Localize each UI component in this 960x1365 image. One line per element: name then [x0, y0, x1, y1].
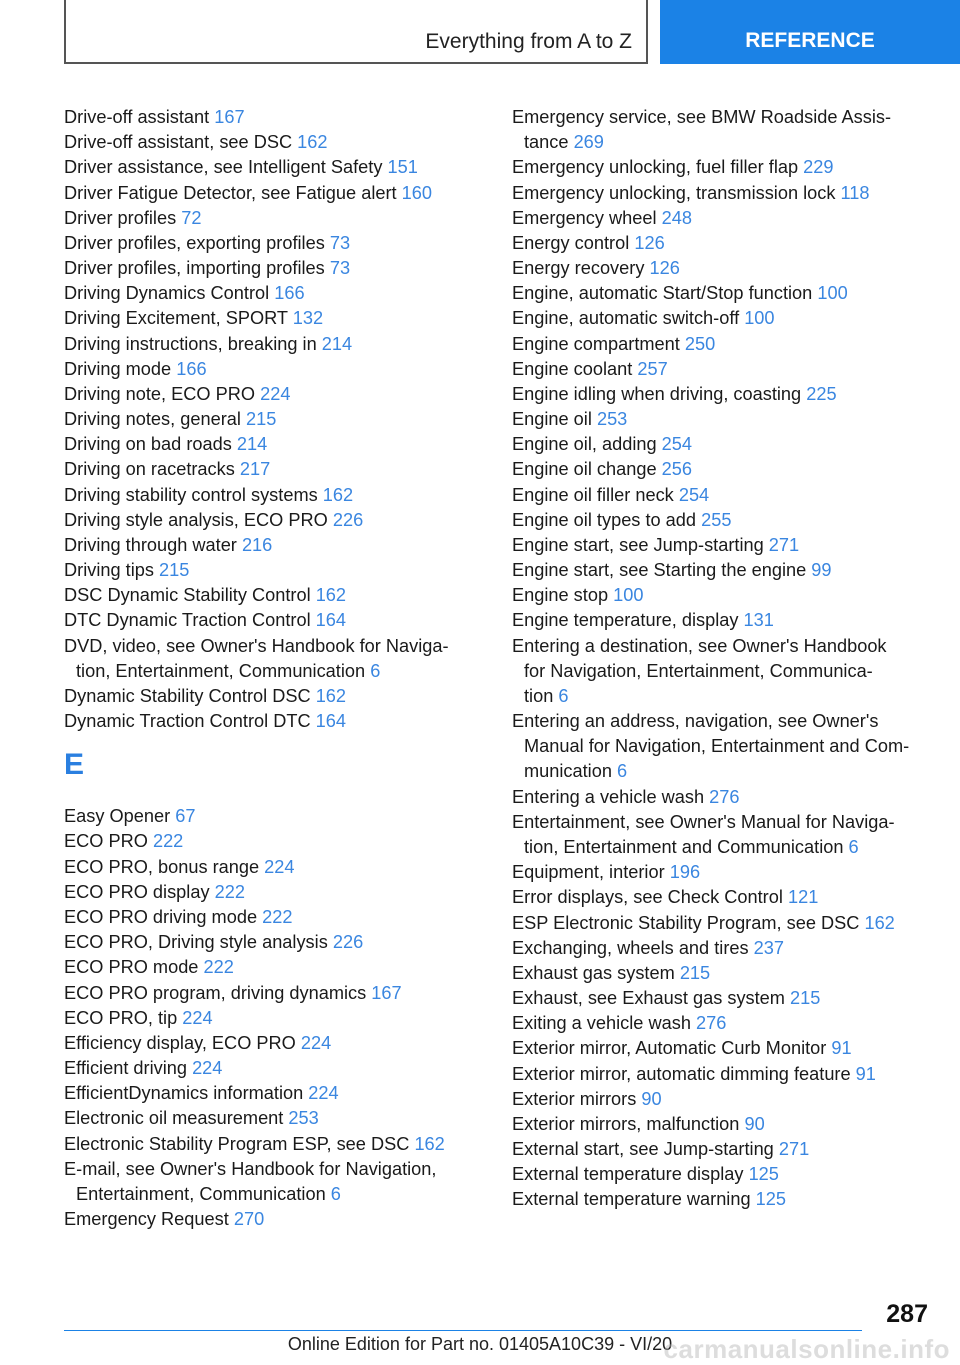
page-reference-link[interactable]: 276 — [709, 786, 740, 807]
index-entry — [64, 181, 484, 206]
index-entry-text: Engine start, see Starting the engine — [512, 560, 807, 581]
reference-tab — [660, 0, 960, 64]
index-entry — [64, 155, 484, 180]
page-reference-link[interactable]: 132 — [292, 308, 324, 329]
index-entry-text: Engine oil types to add — [512, 509, 697, 530]
index-entry — [512, 181, 932, 206]
index-entry — [64, 1081, 484, 1106]
index-entry — [64, 829, 484, 854]
index-entry-text: tion, Entertainment and Communication — [524, 836, 844, 857]
index-entry — [64, 332, 484, 357]
index-entry-text: Efficiency display, ECO PRO — [64, 1032, 296, 1053]
index-entry-text: Efficient driving — [64, 1058, 187, 1079]
index-entry-text: Exterior mirrors, malfunction — [512, 1113, 740, 1134]
page-reference-link[interactable]: 222 — [203, 957, 234, 978]
index-entry-text: DSC Dynamic Stability Control — [64, 585, 311, 606]
page-reference-link[interactable]: 100 — [744, 308, 775, 329]
page-reference-link[interactable]: 254 — [678, 484, 710, 505]
page-reference-link[interactable]: 162 — [297, 132, 328, 153]
index-entry — [64, 930, 484, 955]
page-reference-link[interactable]: 162 — [315, 585, 347, 606]
index-entry-text: Engine oil — [512, 409, 592, 430]
index-entry-text: Energy control — [512, 232, 630, 253]
page-reference-link[interactable]: 253 — [596, 409, 628, 430]
index-entry — [512, 911, 932, 936]
index-entry — [64, 709, 484, 734]
index-entry — [512, 155, 932, 180]
header-box — [64, 0, 648, 64]
page-reference-link[interactable]: 6 — [370, 660, 381, 681]
index-entry-text: Driver assistance, see Intelligent Safety — [64, 157, 383, 178]
watermark: carmanualsonline.info — [663, 1334, 950, 1364]
index-entry-text: Driver profiles, importing profiles — [64, 258, 325, 279]
index-entry-text: Driving tips — [64, 560, 154, 581]
page-reference-link[interactable]: 229 — [803, 157, 834, 178]
index-entry — [64, 558, 484, 583]
index-entry-text: Energy recovery — [512, 258, 645, 279]
index-entry-text: for Navigation, Entertainment, Communica- — [524, 660, 873, 681]
index-entry — [512, 709, 932, 785]
index-entry — [64, 281, 484, 306]
page-reference-link[interactable]: 215 — [159, 560, 190, 581]
index-entry-text: Entertainment, see Owner's Manual for Naviga- — [512, 811, 895, 832]
reference-tab-label: REFERENCE — [745, 29, 875, 52]
index-entry-text: Error displays, see Check Control — [512, 887, 783, 908]
index-entry-text: Dynamic Stability Control DSC — [64, 685, 311, 706]
index-entry — [512, 508, 932, 533]
page-reference-link[interactable]: 224 — [264, 856, 295, 877]
index-entry — [64, 583, 484, 608]
index-entry — [64, 1031, 484, 1056]
page-reference-link[interactable]: 216 — [241, 534, 273, 555]
index-entry — [512, 1112, 932, 1137]
index-entry-text: Entering a vehicle wash — [512, 786, 705, 807]
page-reference-link[interactable]: 99 — [811, 560, 832, 581]
page-reference-link[interactable]: 91 — [831, 1038, 852, 1059]
index-letter-heading: E — [64, 748, 85, 782]
index-entry — [64, 855, 484, 880]
index-entry-text: tance — [524, 132, 569, 153]
section-title: Everything from A to Z — [425, 30, 632, 53]
index-entry-text: ESP Electronic Stability Program, see DSC — [512, 912, 860, 933]
page-reference-link[interactable]: 222 — [214, 881, 245, 902]
page-reference-link[interactable]: 224 — [182, 1007, 213, 1028]
index-entry — [512, 281, 932, 306]
index-entry — [512, 407, 932, 432]
index-entry — [64, 130, 484, 155]
page-reference-link[interactable]: 257 — [637, 358, 668, 379]
index-entry-text: Exterior mirror, Automatic Curb Monitor — [512, 1038, 827, 1059]
page-reference-link[interactable]: 164 — [315, 711, 347, 732]
page-reference-link[interactable]: 269 — [573, 132, 604, 153]
index-entry — [64, 684, 484, 709]
index-entry-text: Driving on bad roads — [64, 434, 232, 455]
index-entry-text: Emergency service, see BMW Roadside Assis- — [512, 107, 892, 127]
index-entry — [512, 483, 932, 508]
index-entry — [512, 961, 932, 986]
page-reference-link[interactable]: 126 — [649, 258, 680, 279]
index-entry-text: Engine oil, adding — [512, 434, 657, 455]
index-entry-text: Driving notes, general — [64, 409, 241, 430]
index-entry — [64, 1157, 484, 1207]
page-reference-link[interactable]: 255 — [701, 509, 732, 530]
index-entry — [64, 382, 484, 407]
edition-footer: Online Edition for Part no. 01405A10C39 - VI/20 — [287, 1334, 673, 1354]
index-entry-text: Emergency unlocking, transmission lock — [512, 182, 836, 203]
index-entry — [512, 457, 932, 482]
index-entry — [512, 558, 932, 583]
page-reference-link[interactable]: 256 — [661, 459, 693, 480]
index-entry — [512, 860, 932, 885]
index-entry — [64, 508, 484, 533]
index-entry-text: Easy Opener — [64, 806, 171, 827]
index-entry-text: Entertainment, Communication — [76, 1183, 326, 1204]
page-reference-link[interactable]: 215 — [790, 988, 821, 1009]
index-entry-text: Driving Excitement, SPORT — [64, 308, 288, 329]
index-entry — [512, 357, 932, 382]
page-reference-link[interactable]: 248 — [661, 207, 692, 228]
page-reference-link[interactable]: 73 — [329, 258, 351, 279]
page-reference-link[interactable]: 160 — [401, 182, 433, 203]
index-entry — [512, 1062, 932, 1087]
page-reference-link[interactable]: 73 — [329, 232, 351, 253]
index-entry-text: ECO PRO — [64, 831, 148, 852]
index-entry-text: ECO PRO driving mode — [64, 906, 258, 927]
page-reference-link[interactable]: 121 — [787, 887, 819, 908]
index-entry — [64, 1207, 484, 1232]
index-entry — [512, 105, 932, 155]
index-entry-text: Equipment, interior — [512, 862, 665, 883]
page-reference-link[interactable]: 215 — [245, 409, 277, 430]
index-entry-text: Driving Dynamics Control — [64, 283, 270, 304]
index-entry-text: tion — [524, 685, 554, 706]
index-entry — [64, 105, 484, 130]
index-entry-text: Entering a destination, see Owner's Handbook — [512, 635, 887, 656]
index-entry-text: Engine idling when driving, coasting — [512, 383, 802, 404]
page-reference-link[interactable]: 162 — [414, 1133, 445, 1154]
index-entry — [512, 1162, 932, 1187]
index-entry — [512, 1137, 932, 1162]
index-entry — [64, 804, 484, 829]
page-reference-link[interactable]: 224 — [308, 1083, 339, 1104]
index-entry — [64, 1132, 484, 1157]
index-entry — [512, 432, 932, 457]
index-entry-text: Exterior mirrors — [512, 1088, 637, 1109]
page-reference-link[interactable]: 125 — [748, 1164, 779, 1185]
index-entry-text: ECO PRO, Driving style analysis — [64, 932, 328, 953]
page-reference-link[interactable]: 125 — [755, 1189, 786, 1210]
page-reference-link[interactable]: 6 — [558, 685, 569, 706]
index-entry — [512, 206, 932, 231]
page-reference-link[interactable]: 6 — [330, 1183, 341, 1204]
index-entry-text: Driving stability control systems — [64, 484, 318, 505]
index-entry-text: Emergency wheel — [512, 207, 657, 228]
page-reference-link[interactable]: 226 — [332, 932, 364, 953]
page-reference-link[interactable]: 167 — [371, 982, 402, 1003]
index-entry-text: External temperature display — [512, 1164, 744, 1185]
page-reference-link[interactable]: 131 — [743, 610, 774, 631]
page-reference-link[interactable]: 215 — [679, 962, 711, 983]
index-entry-text: Drive-off assistant — [64, 107, 210, 127]
index-entry — [64, 306, 484, 331]
index-entry — [512, 306, 932, 331]
index-entry — [64, 1006, 484, 1031]
index-entry-text: Driving style analysis, ECO PRO — [64, 509, 328, 530]
index-entry — [512, 634, 932, 710]
page-reference-link[interactable]: 196 — [669, 862, 701, 883]
index-entry-text: ECO PRO display — [64, 881, 210, 902]
page-reference-link[interactable]: 226 — [332, 509, 364, 530]
index-entry — [512, 382, 932, 407]
index-entry-text: Engine, automatic switch-off — [512, 308, 740, 329]
index-entry — [64, 432, 484, 457]
index-entry-text: Driving mode — [64, 358, 172, 379]
page-reference-link[interactable]: 67 — [175, 806, 196, 827]
index-entry-text: Electronic oil measurement — [64, 1108, 284, 1129]
page-reference-link[interactable]: 271 — [778, 1139, 810, 1160]
index-entry-text: Electronic Stability Program ESP, see DSC — [64, 1133, 410, 1154]
page-reference-link[interactable]: 167 — [214, 107, 245, 127]
index-entry-text: DTC Dynamic Traction Control — [64, 610, 311, 631]
index-entry-text: munication — [524, 761, 612, 782]
index-entry — [64, 608, 484, 633]
page-reference-link[interactable]: 151 — [387, 157, 418, 178]
index-entry — [512, 256, 932, 281]
page-reference-link[interactable]: 224 — [300, 1032, 332, 1053]
index-entry-text: External temperature warning — [512, 1189, 751, 1210]
index-entry-text: Exchanging, wheels and tires — [512, 937, 749, 958]
index-entry-text: Driving instructions, breaking in — [64, 333, 317, 354]
index-entry — [512, 583, 932, 608]
index-entry — [64, 357, 484, 382]
index-entry-text: Driver profiles, exporting profiles — [64, 232, 325, 253]
index-entry-text: tion, Entertainment, Communication — [76, 660, 366, 681]
page-reference-link[interactable]: 118 — [840, 182, 870, 203]
index-entry — [64, 880, 484, 905]
page-reference-link[interactable]: 166 — [176, 358, 207, 379]
page-reference-link[interactable]: 72 — [181, 207, 202, 228]
index-entry — [512, 1187, 932, 1212]
index-entry-text: Driver profiles — [64, 207, 177, 228]
index-entry-text: Driving on racetracks — [64, 459, 235, 480]
page-reference-link[interactable]: 254 — [661, 434, 693, 455]
page-reference-link[interactable]: 237 — [753, 937, 785, 958]
page-reference-link[interactable]: 162 — [864, 912, 895, 933]
index-entry-text: ECO PRO, tip — [64, 1007, 178, 1028]
index-entry — [512, 885, 932, 910]
index-entry-text: Emergency unlocking, fuel filler flap — [512, 157, 799, 178]
index-column-left — [64, 105, 484, 1232]
index-entry-text: Engine start, see Jump-starting — [512, 534, 764, 555]
index-entry — [64, 981, 484, 1006]
page-reference-link[interactable]: 270 — [233, 1209, 265, 1230]
page-reference-link[interactable]: 90 — [641, 1088, 662, 1109]
page-reference-link[interactable]: 222 — [262, 906, 293, 927]
index-entry — [64, 533, 484, 558]
index-entry — [64, 1056, 484, 1081]
index-entry-text: DVD, video, see Owner's Handbook for Naviga- — [64, 635, 449, 656]
index-entry — [512, 785, 932, 810]
index-entry-text: Exhaust gas system — [512, 962, 675, 983]
index-entry — [512, 332, 932, 357]
index-entry-text: Manual for Navigation, Entertainment and Com- — [524, 736, 910, 757]
page-reference-link[interactable]: 224 — [192, 1058, 223, 1079]
page-reference-link[interactable]: 6 — [617, 761, 628, 782]
index-entry-text: ECO PRO, bonus range — [64, 856, 260, 877]
index-entry-text: Engine coolant — [512, 358, 633, 379]
page-number: 287 — [886, 1300, 928, 1328]
index-entry-text: Engine stop — [512, 585, 609, 606]
page-reference-link[interactable]: 253 — [288, 1108, 319, 1129]
index-entry-text: EfficientDynamics information — [64, 1083, 304, 1104]
page-reference-link[interactable]: 271 — [768, 534, 800, 555]
index-entry — [64, 256, 484, 281]
page-reference-link[interactable]: 214 — [321, 333, 353, 354]
page-reference-link[interactable]: 222 — [152, 831, 184, 852]
index-entry-text: Engine oil change — [512, 459, 657, 480]
index-entry-text: E-mail, see Owner's Handbook for Navigation, — [64, 1158, 437, 1179]
page-reference-link[interactable]: 166 — [274, 283, 305, 304]
index-entry-text: Emergency Request — [64, 1209, 229, 1230]
index-entry-text: Exterior mirror, automatic dimming feature — [512, 1063, 851, 1084]
footer-rule — [64, 1330, 862, 1331]
page-reference-link[interactable]: 91 — [855, 1063, 876, 1084]
page-reference-link[interactable]: 6 — [848, 836, 859, 857]
page-reference-link[interactable]: 162 — [315, 685, 347, 706]
index-entry — [512, 533, 932, 558]
index-entry — [512, 936, 932, 961]
index-entry — [64, 955, 484, 980]
index-entry-text: Engine oil filler neck — [512, 484, 674, 505]
index-entry-text: Exiting a vehicle wash — [512, 1013, 691, 1034]
index-entry — [64, 206, 484, 231]
index-entry — [64, 1106, 484, 1131]
page-reference-link[interactable]: 164 — [315, 610, 347, 631]
page-reference-link[interactable]: 225 — [806, 383, 837, 404]
page-reference-link[interactable]: 250 — [684, 333, 716, 354]
index-entry — [512, 810, 932, 860]
page-reference-link[interactable]: 100 — [613, 585, 644, 606]
index-entry-text: Driver Fatigue Detector, see Fatigue alert — [64, 182, 397, 203]
page-reference-link[interactable]: 224 — [260, 383, 291, 404]
page-reference-link[interactable]: 126 — [634, 232, 665, 253]
index-column-right — [512, 105, 932, 1213]
index-entry-text: Drive-off assistant, see DSC — [64, 132, 293, 153]
page-reference-link[interactable]: 100 — [817, 283, 848, 304]
index-entry-text: Engine, automatic Start/Stop function — [512, 283, 813, 304]
index-entry — [64, 634, 484, 684]
index-entry-text: Driving note, ECO PRO — [64, 383, 256, 404]
page-reference-link[interactable]: 276 — [696, 1013, 727, 1034]
index-entry — [64, 407, 484, 432]
index-entry — [64, 457, 484, 482]
page-reference-link[interactable]: 162 — [322, 484, 354, 505]
index-entry-text: Dynamic Traction Control DTC — [64, 711, 311, 732]
index-entry-text: Exhaust, see Exhaust gas system — [512, 988, 785, 1009]
index-entry-text: ECO PRO program, driving dynamics — [64, 982, 367, 1003]
index-entry-text: Engine temperature, display — [512, 610, 739, 631]
index-entry — [64, 905, 484, 930]
page-reference-link[interactable]: 90 — [744, 1113, 765, 1134]
page-reference-link[interactable]: 217 — [239, 459, 271, 480]
index-entry — [512, 1036, 932, 1061]
index-entry — [512, 608, 932, 633]
index-entry-text: ECO PRO mode — [64, 957, 199, 978]
index-entry — [512, 986, 932, 1011]
index-entry — [64, 231, 484, 256]
page-reference-link[interactable]: 214 — [236, 434, 268, 455]
index-entry — [512, 1087, 932, 1112]
index-entry-text: Engine compartment — [512, 333, 680, 354]
index-entry — [64, 483, 484, 508]
index-entry-text: External start, see Jump-starting — [512, 1139, 774, 1160]
index-entry-text: Entering an address, navigation, see Owner's — [512, 711, 879, 732]
index-entry-text: Driving through water — [64, 534, 237, 555]
index-entry — [512, 1011, 932, 1036]
index-entry — [512, 231, 932, 256]
